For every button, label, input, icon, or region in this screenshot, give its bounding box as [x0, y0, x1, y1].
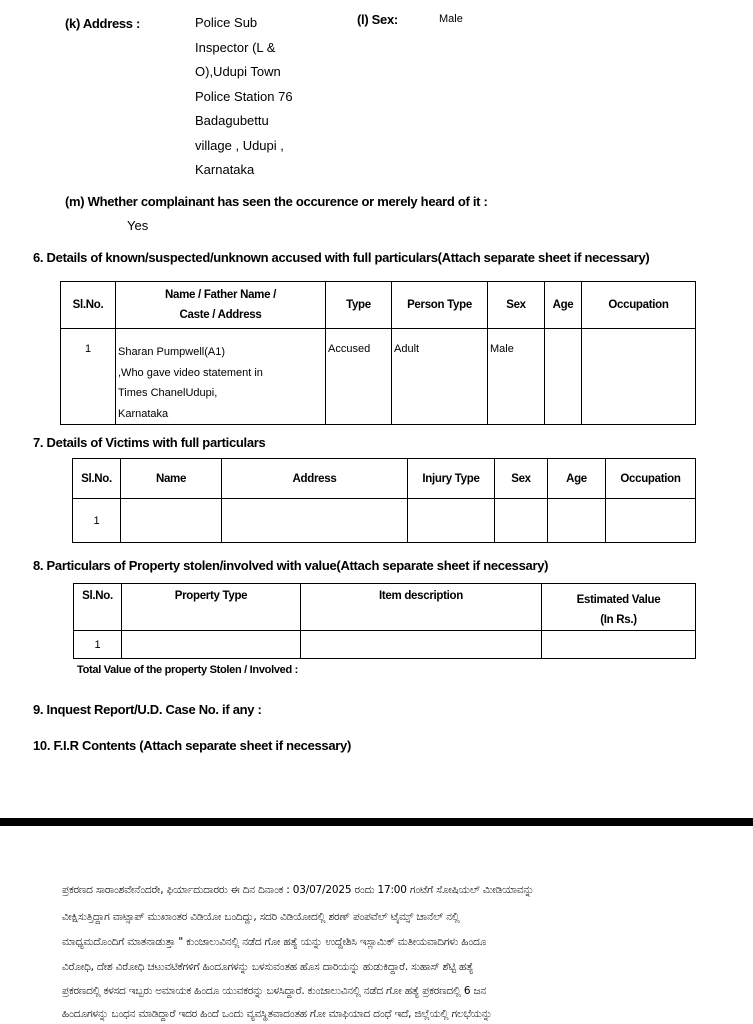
col-header-person-type: Person Type: [392, 282, 488, 329]
cell-slno: 1: [74, 631, 122, 659]
cell-occupation: [606, 499, 696, 543]
section7-title: 7. Details of Victims with full particulars: [33, 435, 266, 450]
col-header-property-type: Property Type: [122, 584, 301, 631]
table-row: [74, 631, 696, 659]
col-header-injury-type: Injury Type: [408, 459, 495, 499]
cell-name: [116, 329, 326, 425]
col-header-estimated-value: [542, 584, 696, 631]
cell-occupation: [582, 329, 696, 425]
address-value: [195, 11, 293, 183]
cell-name-line: Sharan Pumpwell(A1): [118, 346, 225, 358]
victims-table: [72, 458, 696, 543]
complainant-seen-label: (m) Whether complainant has seen the occurence or merely heard of it :: [65, 194, 488, 209]
sex-value: Male: [439, 13, 463, 25]
table-row: [73, 499, 696, 543]
cell-slno: 1: [61, 329, 116, 425]
section8-title: 8. Particulars of Property stolen/involved with value(Attach separate sheet if necessary): [33, 558, 549, 573]
fir-line: ಮಾಧ್ಯಮದೊಂದಿಗೆ ಮಾತನಾಡುತ್ತಾ " ಕುಂಜಾಲುವಿನಲ್ಲಿ ನಡೆದ ಗೋ ಹತ್ಯೆ ಯನ್ನು ಉದ್ದೇಶಿಸಿ ಇಸ್ಲಾಮಿಕ್ ಮತೀಯವಾದಿಗಳು ಹಿಂದೂ: [62, 936, 487, 948]
property-table: [73, 583, 696, 659]
cell-person-type: Adult: [392, 329, 488, 425]
cell-sex: [495, 499, 548, 543]
fir-line: ವಿರೋಧಿ, ದೇಶ ವಿರೋಧಿ ಚಟುವಟಿಕೆಗಳಿಗೆ ಹಿಂದೂಗಳನ್ನು ಬಳಸುವಂತಹ ಹೊಸ ದಾರಿಯನ್ನು ಹುಡುಕಿದ್ದಾರೆ. ಸುಹಾಸ್ ಶೆಟ್ಟಿ ಹತ್ಯೆ: [62, 961, 474, 973]
accused-table: [60, 281, 696, 425]
address-line: Police Sub: [195, 15, 258, 30]
col-header-age: Age: [548, 459, 606, 499]
cell-address: [222, 499, 408, 543]
cell-name-line: ,Who gave video statement in: [118, 366, 263, 379]
col-header-slno: Sl.No.: [74, 584, 122, 631]
cell-age: [548, 499, 606, 543]
col-header-slno: Sl.No.: [61, 282, 116, 329]
complainant-seen-value: Yes: [127, 218, 149, 233]
address-line: village , Udupi ,: [195, 137, 284, 153]
address-line: Karnataka: [195, 162, 255, 177]
fir-line: ವೀಕ್ಷಿಸುತ್ತಿದ್ದಾಗ ವಾಟ್ಸಾಪ್ ಮುಖಾಂತರ ವಿಡಿಯೋ ಬಂದಿದ್ದು, ಸದರಿ ವಿಡಿಯೋದಲ್ಲಿ ಶರಣ್ ಪಂಪವೆಲ್ ಟೈಮ್ಸ್ ಚಾನೆಲ್ ನಲ್ಲಿ: [62, 911, 460, 923]
col-header-estimated-value-line2: (In Rs.): [600, 614, 637, 626]
col-header-estimated-value-line1: Estimated Value: [576, 594, 661, 606]
cell-name-line: Karnataka: [118, 407, 169, 420]
cell-name-line: Times ChanelUdupi,: [118, 387, 218, 399]
cell-name: [121, 499, 222, 543]
address-line: Inspector (L &: [195, 39, 276, 55]
table-row: [61, 329, 696, 425]
cell-type: Accused: [326, 329, 392, 425]
address-label: (k) Address :: [65, 16, 141, 31]
address-line: Police Station 76: [195, 88, 293, 104]
page-divider: [0, 818, 753, 826]
col-header-sex: Sex: [495, 459, 548, 499]
col-header-name: [116, 282, 326, 329]
col-header-age: Age: [545, 282, 582, 329]
address-line: Badagubettu: [195, 113, 269, 128]
fir-line: ಪ್ರಕರಣದ ಸಾರಾಂಶವೇನೆಂದರೇ, ಫಿರ್ಯಾದುದಾರರು ಈ ದಿನ ದಿನಾಂಕ : 03/07/2025 ರಂದು 17:00 ಗಂಟೆಗೆ ಸೋಷಿಯಲ್ ಮೀಡಿಯಾವನ್ನು: [62, 884, 534, 896]
cell-age: [545, 329, 582, 425]
col-header-occupation: Occupation: [606, 459, 696, 499]
cell-sex: Male: [488, 329, 545, 425]
col-header-name: Name: [121, 459, 222, 499]
col-header-name-line2: Caste / Address: [179, 309, 262, 321]
cell-item-description: [301, 631, 542, 659]
col-header-item-description: Item description: [301, 584, 542, 631]
col-header-sex: Sex: [488, 282, 545, 329]
col-header-type: Type: [326, 282, 392, 329]
section9-title: 9. Inquest Report/U.D. Case No. if any :: [33, 702, 262, 717]
property-total-label: Total Value of the property Stolen / Involved :: [77, 664, 299, 676]
col-header-name-line1: Name / Father Name /: [165, 289, 276, 301]
cell-slno: 1: [73, 499, 121, 543]
cell-injury-type: [408, 499, 495, 543]
section6-title: 6. Details of known/suspected/unknown accused with full particulars(Attach separate sheet if necessary): [33, 250, 650, 265]
col-header-slno: Sl.No.: [73, 459, 121, 499]
fir-line: ಹಿಂದೂಗಳನ್ನು ಬಂಧನ ಮಾಡಿದ್ದಾರೆ ಇದರ ಹಿಂದೆ ಒಂದು ವ್ಯವಸ್ಥಿತವಾದಂತಹ ಗೋ ಮಾಫಿಯಾದ ದಂಧೆ ಇದೆ, ಜಿಲ್ಲೆಯಲ್ಲಿ ಗಲಭೆಯನ್ನು: [62, 1008, 493, 1020]
fir-line: ಪ್ರಕರಣದಲ್ಲಿ ಕಳಸದ ಇಬ್ಬರು ಅಮಾಯಕ ಹಿಂದೂ ಯುವಕರನ್ನು ಬಳಸಿದ್ದಾರೆ. ಕುಂಜಾಲುವಿನಲ್ಲಿ ನಡೆದ ಗೋ ಹತ್ಯೆ ಪ್ರಕರಣದಲ್ಲಿ 6 ಜನ: [62, 985, 486, 997]
col-header-address: Address: [222, 459, 408, 499]
address-line: O),Udupi Town: [195, 64, 281, 79]
cell-property-type: [122, 631, 301, 659]
section10-title: 10. F.I.R Contents (Attach separate sheet if necessary): [33, 738, 352, 753]
col-header-occupation: Occupation: [582, 282, 696, 329]
cell-estimated-value: [542, 631, 696, 659]
sex-label: (l) Sex:: [357, 12, 398, 27]
